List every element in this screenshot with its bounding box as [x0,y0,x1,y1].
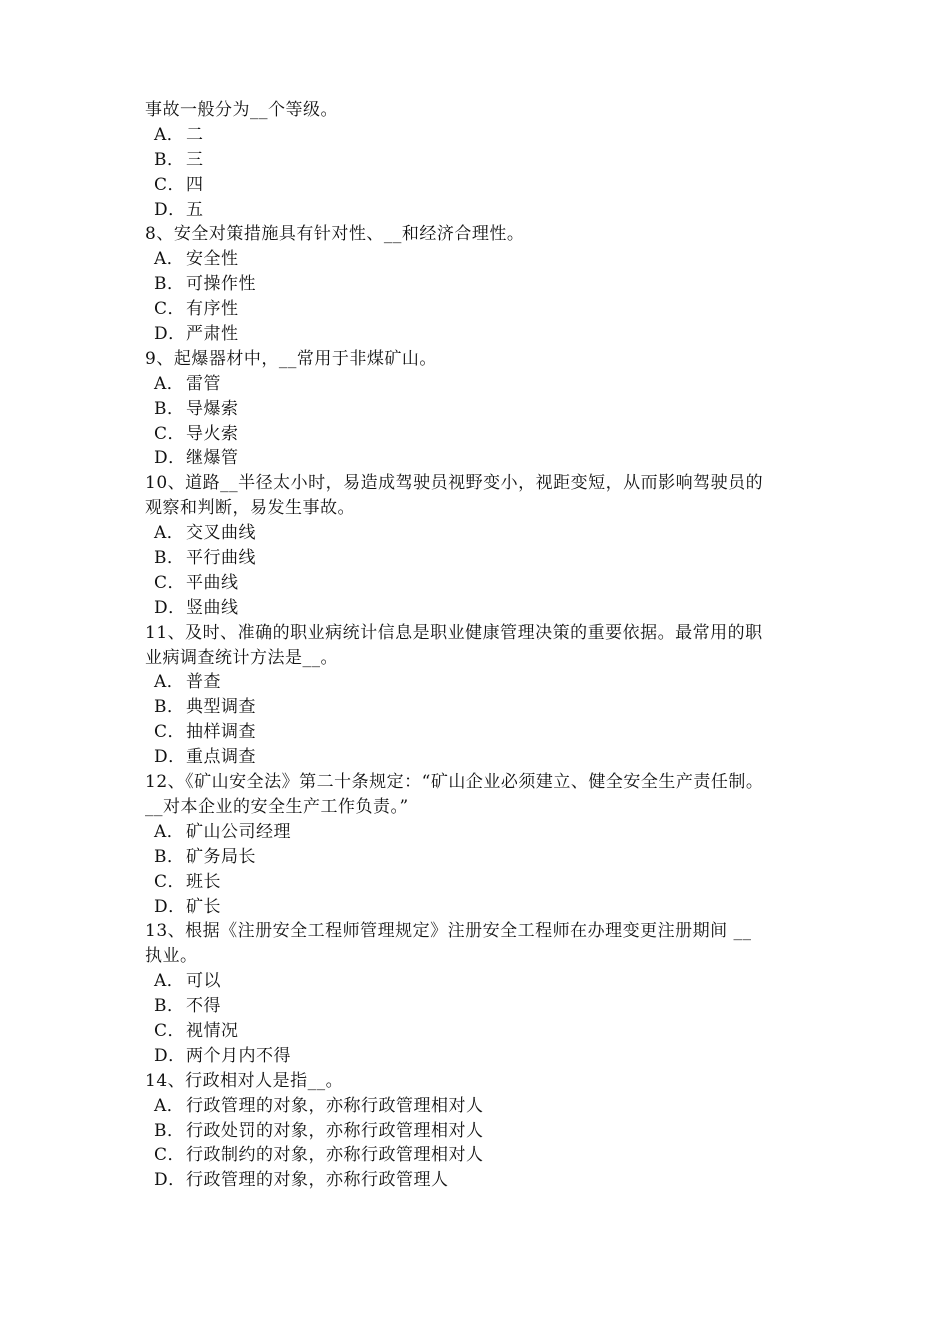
answer-option [145,596,817,621]
answer-option [145,173,817,198]
option-text: 抽样调查 [186,722,256,743]
answer-option [145,422,817,447]
option-letter: A． [154,821,185,842]
answer-option [145,546,817,571]
option-letter: B． [154,548,185,569]
question-text-line: 10、道路__半径太小时，易造成驾驶员视野变小，视距变短，从而影响驾驶员的 [145,473,764,494]
option-text: 导火索 [186,423,239,444]
question-text-line: 11、及时、准确的职业病统计信息是职业健康管理决策的重要依据。最常用的职 [145,622,763,643]
option-letter: A． [154,373,185,394]
option-letter: D． [154,597,186,618]
option-text: 雷管 [186,373,221,394]
option-text: 矿长 [186,896,221,917]
option-text: 行政管理的对象，亦称行政管理人 [186,1170,449,1191]
answer-option [145,745,817,770]
answer-option [145,1094,817,1119]
question-text-line: 14、行政相对人是指__。 [145,1070,344,1091]
option-text: 不得 [186,996,221,1017]
option-letter: B． [154,996,185,1017]
answer-option [145,670,817,695]
option-letter: D． [154,896,186,917]
option-text: 二 [186,124,204,145]
answer-option [145,198,817,223]
option-text: 班长 [186,871,221,892]
option-text: 矿山公司经理 [186,821,291,842]
question-text-line: 事故一般分为__个等级。 [145,100,338,120]
option-text: 矿务局长 [186,846,256,867]
answer-option [145,969,817,994]
option-text: 五 [186,199,204,220]
option-letter: A． [154,124,185,145]
option-letter: B． [154,846,185,867]
option-text: 可以 [186,971,221,992]
option-text: 行政制约的对象，亦称行政管理相对人 [186,1145,484,1166]
question-text-line: __对本企业的安全生产工作负责。” [145,796,409,817]
answer-option [145,1143,817,1168]
option-letter: B． [154,274,185,295]
option-letter: C． [154,572,186,593]
option-text: 四 [186,174,204,195]
option-text: 两个月内不得 [186,1045,291,1066]
option-letter: C． [154,871,186,892]
answer-option [145,695,817,720]
option-text: 导爆索 [186,398,239,419]
answer-option [145,994,817,1019]
option-text: 竖曲线 [186,597,239,618]
option-letter: D． [154,448,186,469]
answer-option [145,845,817,870]
option-text: 普查 [186,672,221,693]
question-text-line: 观察和判断，易发生事故。 [145,498,355,519]
option-letter: A． [154,249,185,270]
answer-option [145,123,817,148]
option-text: 三 [186,149,204,170]
question-text-line: 8、安全对策措施具有针对性、__和经济合理性。 [145,224,525,245]
option-letter: D． [154,199,186,220]
option-letter: C． [154,722,186,743]
option-letter: D． [154,1045,186,1066]
option-letter: B． [154,398,185,419]
option-letter: D． [154,324,186,345]
option-letter: C． [154,299,186,320]
option-letter: D． [154,1170,186,1191]
option-letter: B． [154,697,185,718]
question-text-line: 执业。 [145,946,198,967]
document-page [145,98,817,1193]
question-text-line: 业病调查统计方法是__。 [145,647,338,668]
option-letter: B． [154,149,185,170]
answer-option [145,397,817,422]
answer-option [145,720,817,745]
answer-option [145,895,817,920]
answer-option [145,247,817,272]
option-text: 平行曲线 [186,548,256,569]
answer-option [145,1168,817,1193]
option-text: 重点调查 [186,747,256,768]
option-text: 有序性 [186,299,239,320]
answer-option [145,297,817,322]
option-text: 视情况 [186,1020,239,1041]
option-text: 平曲线 [186,572,239,593]
answer-option [145,272,817,297]
option-text: 安全性 [186,249,239,270]
question-text-line: 9、起爆器材中，__常用于非煤矿山。 [145,348,437,369]
question-text-line: 13、根据《注册安全工程师管理规定》注册安全工程师在办理变更注册期间 __ [145,921,752,942]
answer-option [145,571,817,596]
option-letter: C． [154,1020,186,1041]
answer-option [145,446,817,471]
answer-option [145,870,817,895]
option-letter: C． [154,1145,186,1166]
option-letter: A． [154,1095,185,1116]
answer-option [145,1119,817,1144]
option-letter: C． [154,174,186,195]
option-text: 可操作性 [186,274,256,295]
option-letter: A． [154,971,185,992]
option-text: 严肃性 [186,324,239,345]
option-letter: C． [154,423,186,444]
option-letter: D． [154,747,186,768]
question-text-line: 12、《矿山安全法》第二十条规定：“矿山企业必须建立、健全安全生产责任制。 [145,772,764,793]
option-letter: B． [154,1120,185,1141]
option-text: 典型调查 [186,697,256,718]
answer-option [145,521,817,546]
option-text: 行政处罚的对象，亦称行政管理相对人 [186,1120,484,1141]
answer-option [145,372,817,397]
option-text: 行政管理的对象，亦称行政管理相对人 [186,1095,484,1116]
option-letter: A． [154,523,185,544]
option-text: 交叉曲线 [186,523,256,544]
option-text: 继爆管 [186,448,239,469]
answer-option [145,148,817,173]
answer-option [145,1019,817,1044]
option-letter: A． [154,672,185,693]
answer-option [145,1044,817,1069]
answer-option [145,322,817,347]
answer-option [145,820,817,845]
